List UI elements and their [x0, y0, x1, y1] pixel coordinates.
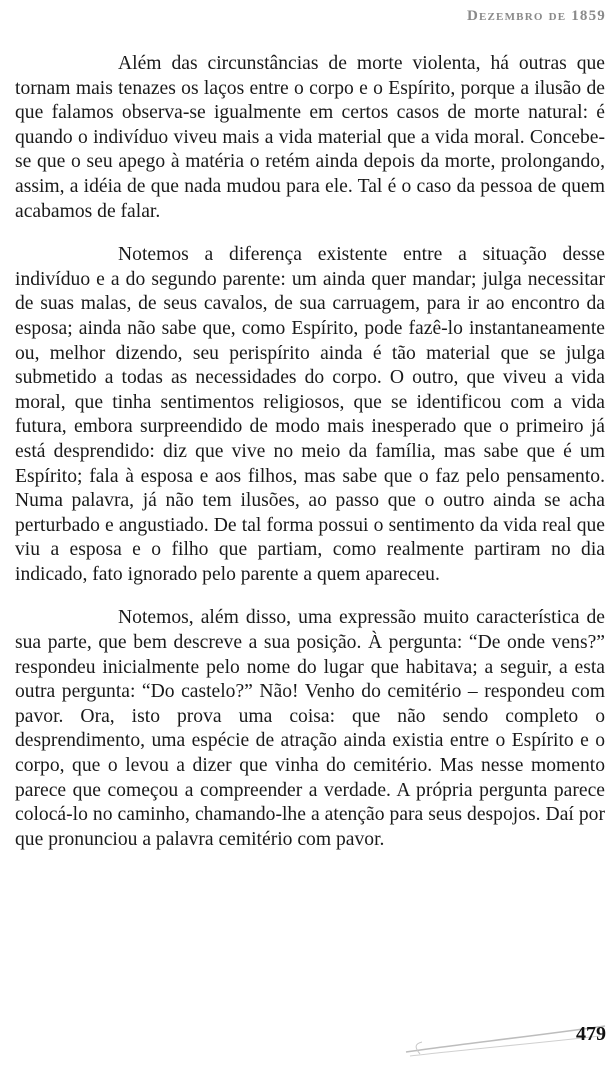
page-number: 479 [576, 1023, 606, 1045]
running-header: Dezembro de 1859 [466, 8, 606, 24]
paragraph-3: Notemos, além disso, uma expressão muito característica de sua parte, que bem descreve a sua posição. À pergunta: “De onde vens?” respondeu inicialmente pelo nome do lugar que habitava; a seguir, a esta outra pergunta: “Do castelo?” Não! Venho do cemitério – respondeu com pavor. Ora, isto prova uma coisa: que não sendo completo o desprendimento, uma espécie de atração ainda existia entre o Espírito e o corpo, que o levou a dizer que vinha do cemitério. Mas nesse momento parece que começou a compreender a verdade. A própria pergunta parece colocá-lo no caminho, chamando-lhe a atenção para seus despojos. Daí por que pronunciou a palavra cemitério com pavor. [15, 607, 605, 850]
paragraph-2: Notemos a diferença existente entre a situação desse indivíduo e a do segundo parente: um ainda quer mandar; julga necessitar de suas malas, de seus cavalos, de sua carruagem, para ir ao encontro da esposa; ainda não sabe que, como Espírito, pode fazê-lo instantaneamente ou, melhor dizendo, seu perispírito ainda é tão material que se julga submetido a todas as necessidades do corpo. O outro, que viveu a vida moral, que tinha sentimentos religiosos, que se identificou com a vida futura, embora surpreendido de modo mais inesperado que o primeiro já está desprendido: diz que vive no meio da família, mas sabe que é um Espírito; fala à esposa e aos filhos, mas sabe que o faz pelo pensamento. Numa palavra, já não tem ilusões, ao passo que o outro ainda se acha perturbado e angustiado. De tal forma possui o sentimento da vida real que viu a esposa e o filho que partiam, como realmente partiram no dia indicado, fato ignorado pelo parente a quem apareceu. [15, 244, 605, 585]
page-body [15, 52, 605, 871]
paragraph-1: Além das circunstâncias de morte violenta, há outras que tornam mais tenazes os laços entre o corpo e o Espírito, porque a ilusão de que falamos observa-se igualmente em certos casos de morte natural: é quando o indivíduo viveu mais a vida material que a vida moral. Concebe-se que o seu apego à matéria o retém ainda depois da morte, prolongando, assim, a idéia de que nada mudou para ele. Tal é o caso da pessoa de quem acabamos de falar. [15, 53, 605, 222]
